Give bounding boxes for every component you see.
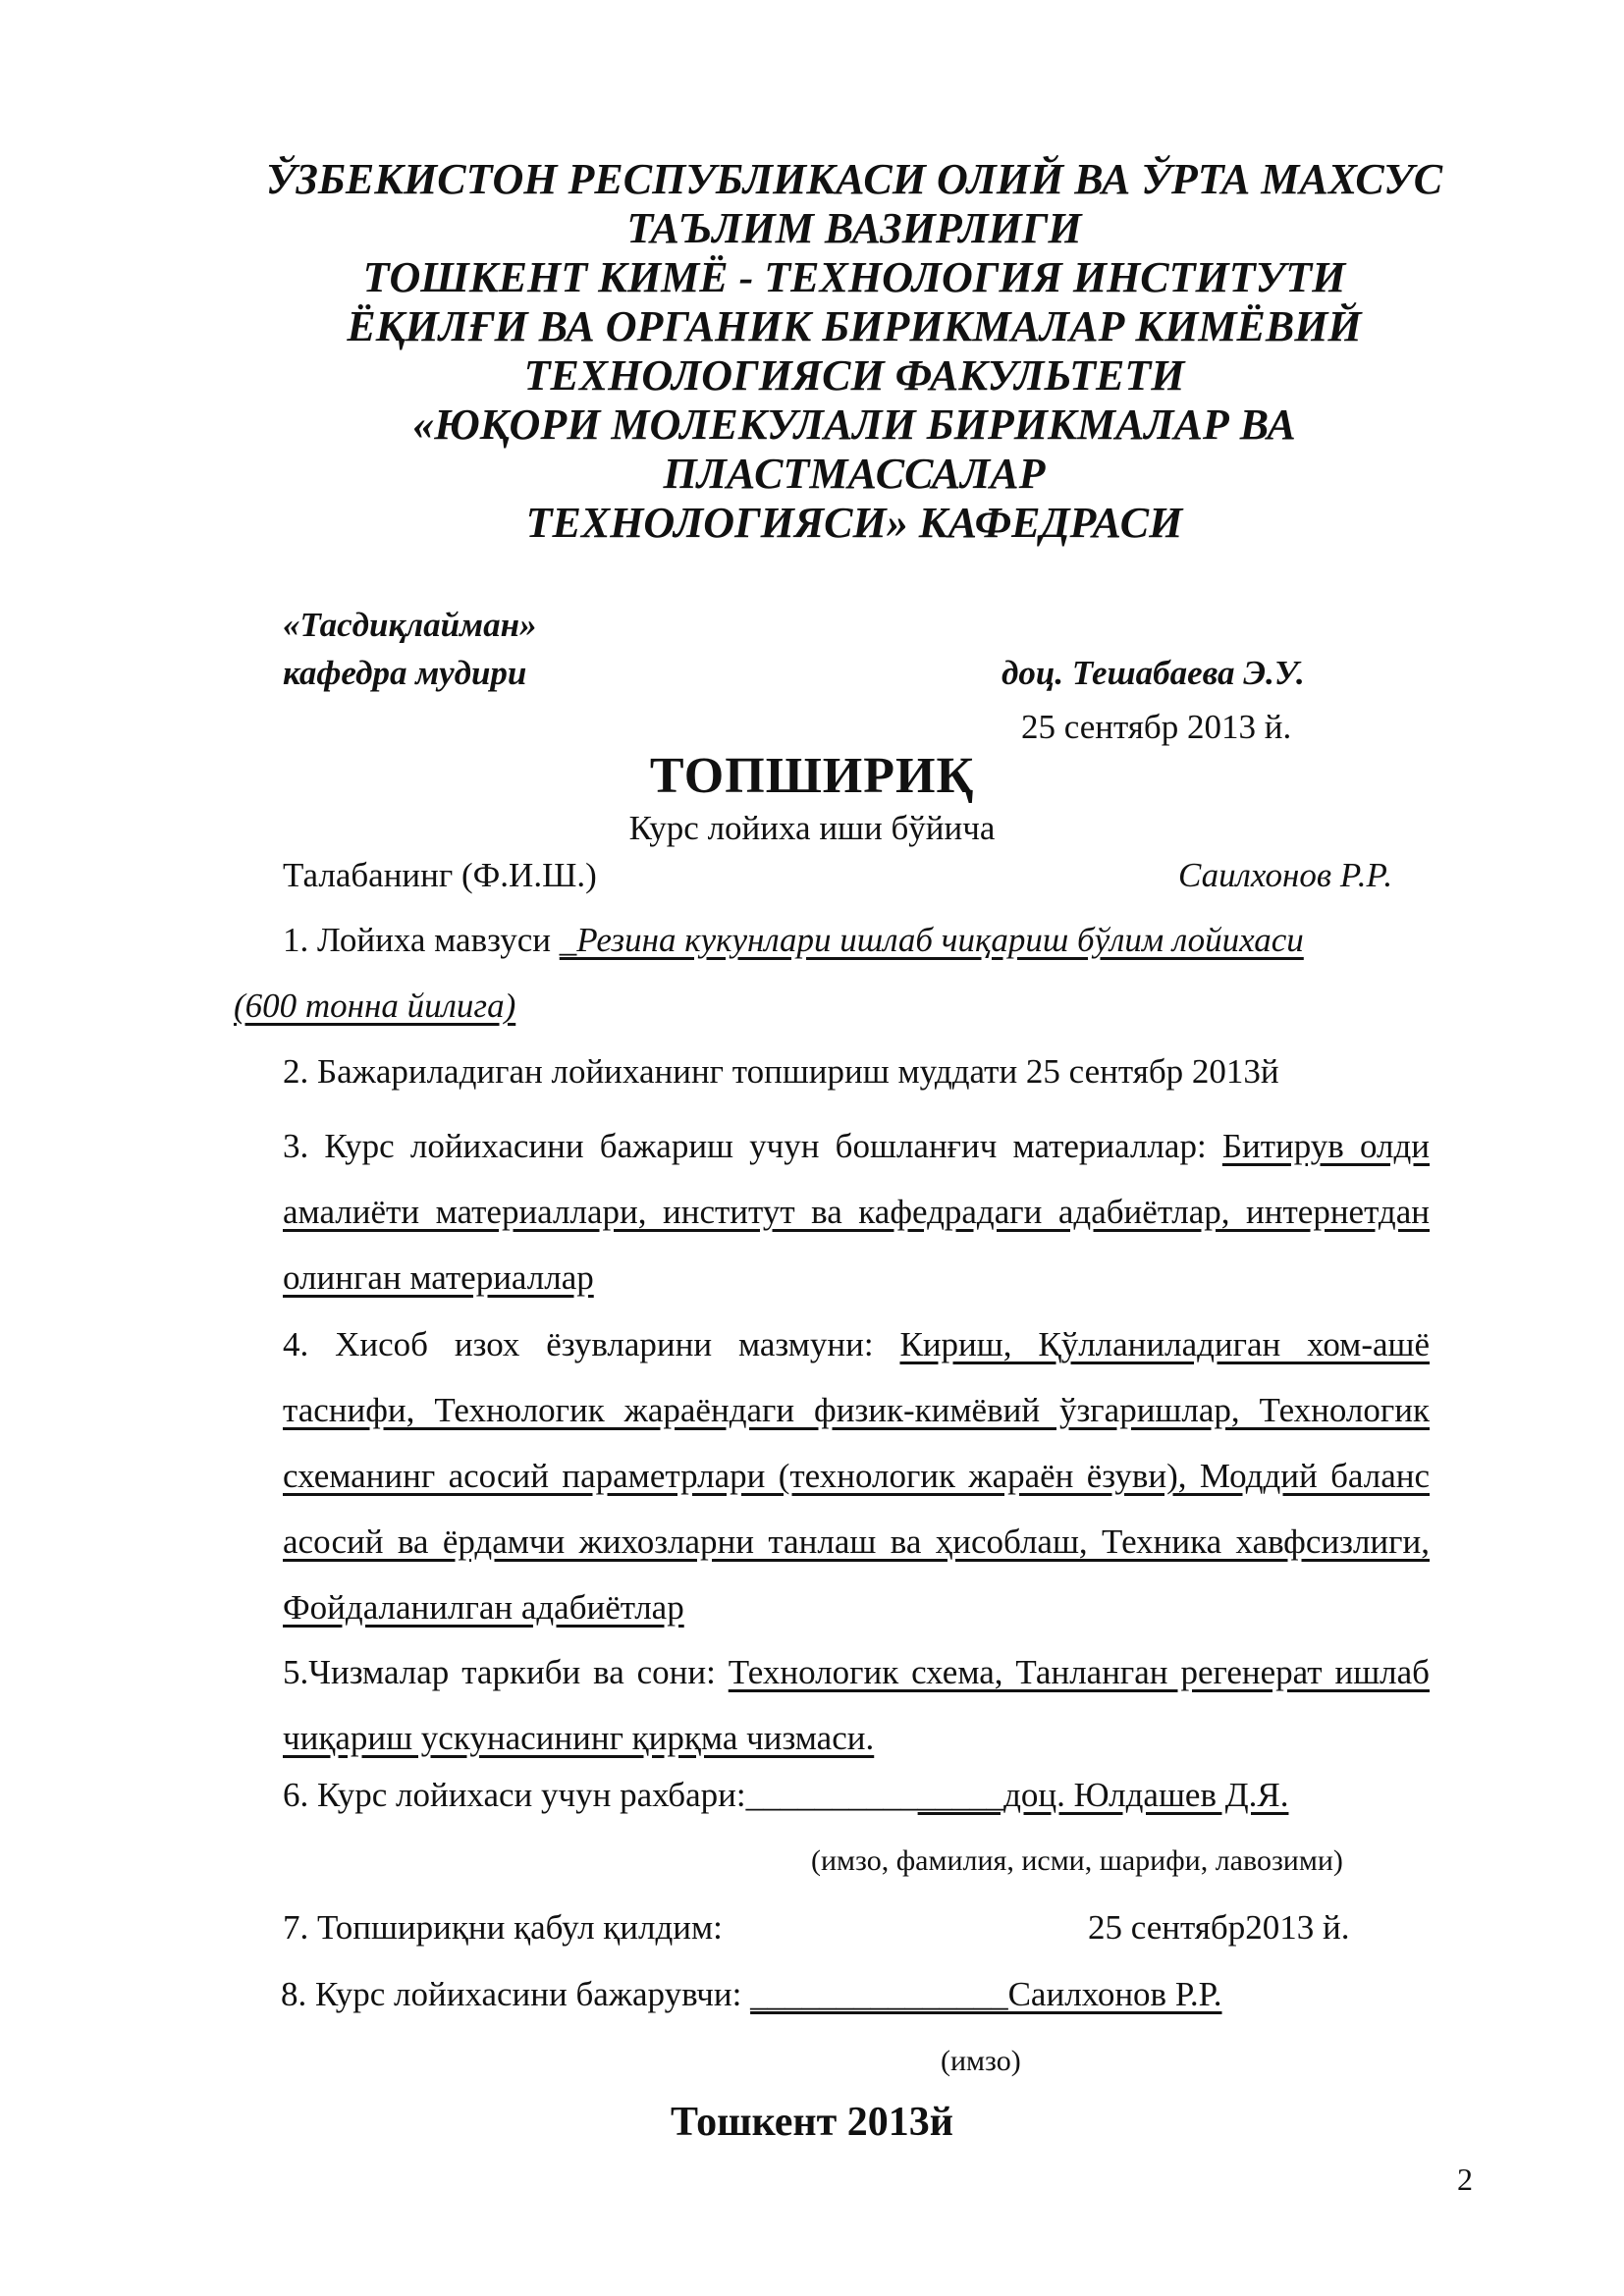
item-4-contents	[283, 1311, 1430, 1640]
item-2-deadline: 2. Бажариладиган лойиханинг топшириш муддати 25 сентябр 2013й	[283, 1052, 1279, 1091]
item-3-value: Битирув олди амалиёти материаллари, институт ва кафедрадаги адабиётлар, интернетдан олинган материаллар	[283, 1127, 1430, 1297]
item-8-label: 8. Курс лойихасини бажарувчи:	[281, 1975, 751, 2013]
item-6-signature-blank: __________	[745, 1776, 918, 1814]
item-5-value: Технологик схема, Танланган регенерат ишлаб чиқариш ускунасининг қирқма чизмаси.	[283, 1653, 1430, 1757]
student-name: Саилхонов Р.Р.	[1178, 856, 1393, 894]
item-5-label: 5.Чизмалар таркиби ва сони:	[283, 1653, 729, 1691]
approval-date: 25 сентябр 2013 й.	[1021, 708, 1292, 746]
student-label: Талабанинг (Ф.И.Ш.)	[283, 856, 597, 894]
item-6-value: _____доц. Юлдашев Д.Я.	[917, 1776, 1289, 1814]
item-6-supervisor	[283, 1772, 1288, 1819]
approval-block	[283, 601, 537, 697]
approval-position: кафедра мудири	[283, 654, 527, 692]
ministry-header	[196, 155, 1512, 548]
item-4-value: Кириш, Қўлланиладиган хом-ашё таснифи, Технологик жараёндаги физик-кимёвий ўзгаришлар, Технологик схеманинг асосий параметрлари (технологик жараён ёзуви), Моддий баланс асосий ва ёрдамчи жихозларни танлаш ва ҳисоблаш, Техника хавфсизлиги, Фойдаланилган адабиётлар	[283, 1325, 1430, 1627]
header-line-3: ТОШКЕНТ КИМЁ - ТЕХНОЛОГИЯ ИНСТИТУТИ	[362, 253, 1346, 301]
item-1-value-continued: (600 тонна йилига)	[234, 987, 516, 1025]
item-3-materials	[283, 1113, 1430, 1310]
page-number: 2	[1457, 2162, 1473, 2197]
header-line-5: ТЕХНОЛОГИЯСИ ФАКУЛЬТЕТИ	[523, 351, 1185, 400]
item-8-note: (имзо)	[941, 2045, 1021, 2077]
item-5-drawings	[283, 1639, 1430, 1771]
header-line-6: «ЮҚОРИ МОЛЕКУЛАЛИ БИРИКМАЛАР ВА	[412, 400, 1296, 449]
item-1-topic	[283, 917, 1304, 964]
document-subtitle: Курс лойиха иши бўйича	[628, 809, 996, 847]
header-line-4: ЁҚИЛҒИ ВА ОРГАНИК БИРИКМАЛАР КИМЁВИЙ	[347, 302, 1362, 350]
approval-name: доц. Тешабаева Э.У.	[1001, 654, 1305, 692]
item-6-note: (имзо, фамилия, исми, шарифи, лавозими)	[811, 1844, 1343, 1877]
item-1-value: _Резина кукунлари ишлаб чиқариш бўлим лойихаси	[559, 921, 1304, 959]
item-4-label: 4. Хисоб изох ёзувларини мазмуни:	[283, 1325, 900, 1363]
item-6-label: 6. Курс лойихаси учун рахбари:	[283, 1776, 746, 1814]
header-line-1: ЎЗБЕКИСТОН РЕСПУБЛИКАСИ ОЛИЙ ВА ЎРТА МАХСУС	[265, 155, 1443, 203]
document-title: ТОПШИРИҚ	[649, 748, 975, 804]
approval-label: «Тасдиқлайман»	[283, 606, 537, 644]
item-1-label: 1. Лойиха мавзуси	[283, 921, 560, 959]
header-line-8: ТЕХНОЛОГИЯСИ» КАФЕДРАСИ	[525, 499, 1183, 547]
item-7-date: 25 сентябр2013 й.	[1088, 1908, 1350, 1947]
item-8-value: _______________Саилхонов Р.Р.	[750, 1975, 1222, 2013]
item-3-label: 3. Курс лойихасини бажариш учун бошланғич материаллар:	[283, 1127, 1222, 1165]
place-year: Тошкент 2013й	[671, 2100, 953, 2145]
item-8-executor	[281, 1971, 1222, 2018]
header-line-7: ПЛАСТМАССАЛАР	[663, 450, 1046, 498]
header-line-2: ТАЪЛИМ ВАЗИРЛИГИ	[626, 204, 1082, 252]
item-7-accepted: 7. Топшириқни қабул қилдим:	[283, 1908, 723, 1947]
